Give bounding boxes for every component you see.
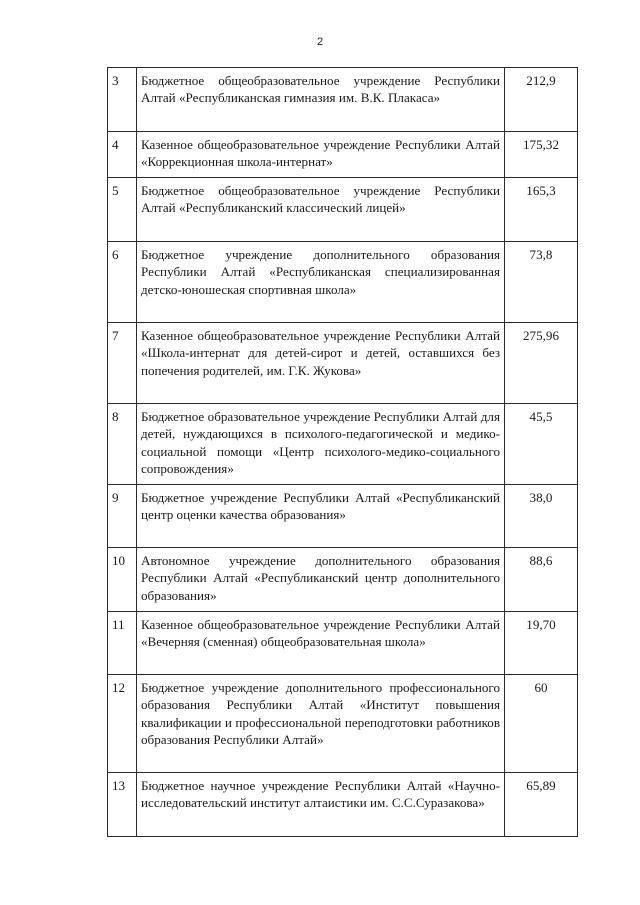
institution-name: Бюджетное учреждение Республики Алтай «Республиканский центр оценки качества образования» — [137, 484, 505, 547]
row-value: 65,89 — [505, 772, 578, 836]
row-number: 8 — [108, 403, 137, 484]
row-value: 73,8 — [505, 241, 578, 322]
table-row — [108, 611, 578, 674]
table-row — [108, 177, 578, 241]
row-number: 3 — [108, 68, 137, 132]
table-row — [108, 132, 578, 178]
row-number: 4 — [108, 132, 137, 178]
institution-name: Бюджетное образовательное учреждение Республики Алтай для детей, нуждающихся в психолого-педагогической и медико-социальной помощи «Центр психолого-медико-социального сопровождения» — [137, 403, 505, 484]
table-row — [108, 403, 578, 484]
row-number: 10 — [108, 547, 137, 611]
institution-name: Казенное общеобразовательное учреждение Республики Алтай «Коррекционная школа-интернат» — [137, 132, 505, 178]
row-number: 7 — [108, 322, 137, 403]
table-row — [108, 68, 578, 132]
table-row — [108, 547, 578, 611]
institutions-table — [107, 67, 578, 837]
institution-name: Казенное общеобразовательное учреждение Республики Алтай «Школа-интернат для детей-сирот и детей, оставшихся без попечения родителей, им. Г.К. Жукова» — [137, 322, 505, 403]
row-number: 5 — [108, 177, 137, 241]
row-value: 19,70 — [505, 611, 578, 674]
row-value: 88,6 — [505, 547, 578, 611]
row-number: 12 — [108, 674, 137, 772]
institution-name: Казенное общеобразовательное учреждение Республики Алтай «Вечерняя (сменная) общеобразовательная школа» — [137, 611, 505, 674]
institution-name: Бюджетное общеобразовательное учреждение Республики Алтай «Республиканский классический лицей» — [137, 177, 505, 241]
table-row — [108, 772, 578, 836]
table-row — [108, 241, 578, 322]
institution-name: Автономное учреждение дополнительного образования Республики Алтай «Республиканский центр дополнительного образования» — [137, 547, 505, 611]
institution-name: Бюджетное учреждение дополнительного профессионального образования Республики Алтай «Институт повышения квалификации и профессиональной переподготовки работников образования Республики Алтай» — [137, 674, 505, 772]
row-value: 165,3 — [505, 177, 578, 241]
table-row — [108, 484, 578, 547]
row-value: 275,96 — [505, 322, 578, 403]
table-row — [108, 322, 578, 403]
row-value: 38,0 — [505, 484, 578, 547]
row-value: 60 — [505, 674, 578, 772]
row-number: 13 — [108, 772, 137, 836]
row-number: 6 — [108, 241, 137, 322]
row-value: 45,5 — [505, 403, 578, 484]
institution-name: Бюджетное учреждение дополнительного образования Республики Алтай «Республиканская специализированная детско-юношеская спортивная школа» — [137, 241, 505, 322]
page-number: 2 — [316, 36, 324, 48]
row-number: 9 — [108, 484, 137, 547]
row-value: 212,9 — [505, 68, 578, 132]
row-number: 11 — [108, 611, 137, 674]
institution-name: Бюджетное научное учреждение Республики Алтай «Научно-исследовательский институт алтаистики им. С.С.Суразакова» — [137, 772, 505, 836]
row-value: 175,32 — [505, 132, 578, 178]
table-row — [108, 674, 578, 772]
institution-name: Бюджетное общеобразовательное учреждение Республики Алтай «Республиканская гимназия им. В.К. Плакаса» — [137, 68, 505, 132]
